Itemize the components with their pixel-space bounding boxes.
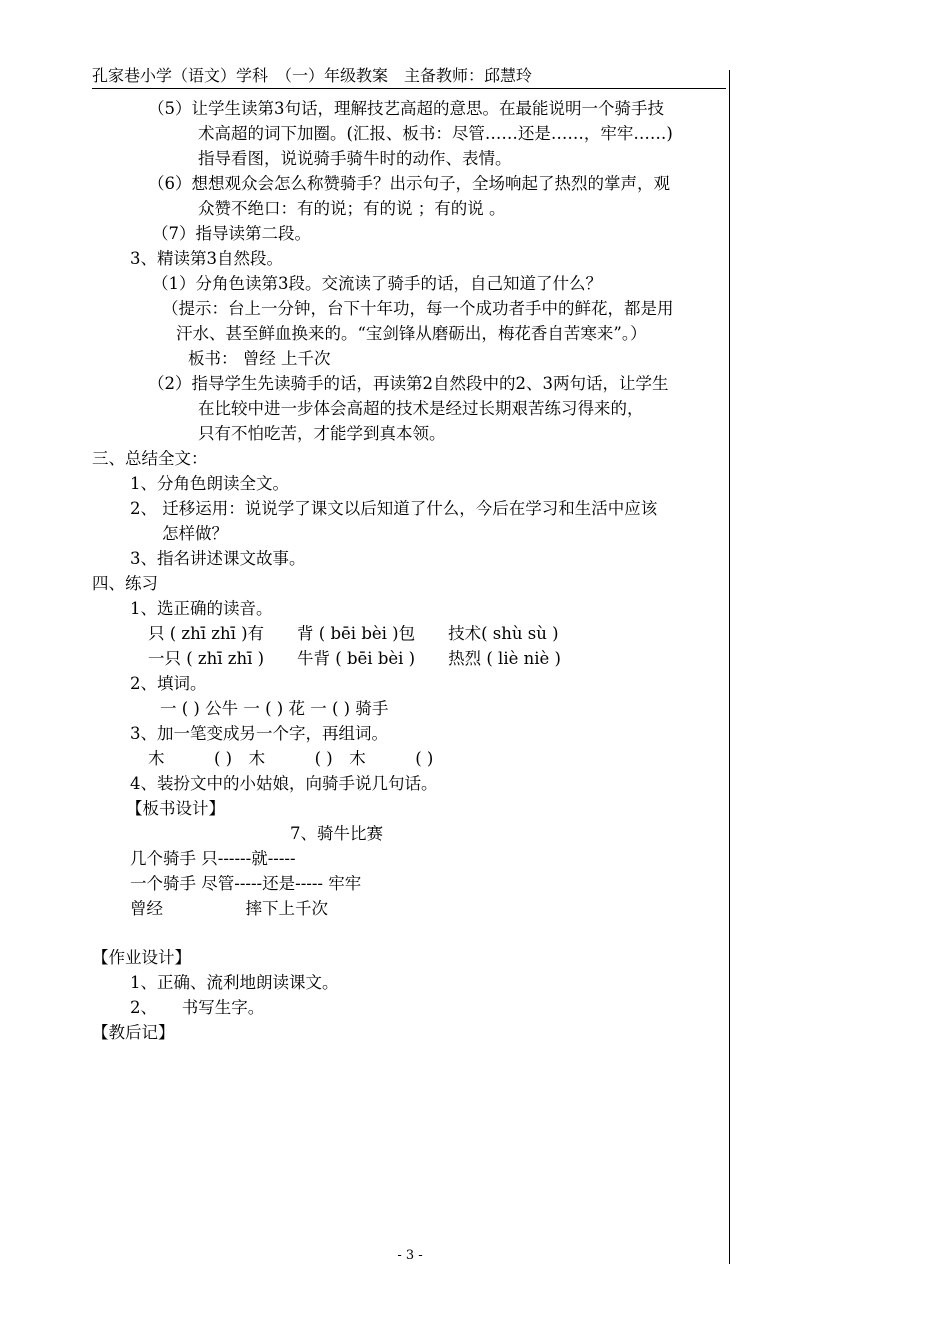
board-title: 7、骑牛比赛	[290, 824, 383, 843]
text-line: 怎样做？	[162, 524, 228, 543]
text-line: 3、精读第3自然段。	[130, 249, 283, 268]
text-line: （1）分角色读第3段。交流读了骑手的话，自己知道了什么？	[152, 274, 602, 293]
text-line: 曾经 摔下上千次	[130, 899, 328, 918]
text-line: 众赞不绝口：有的说；有的说 ；有的说 。	[198, 199, 506, 218]
text-line: 一只 ( zhī zhī ) 牛背 ( bēi bèi ) 热烈 ( liè niè )	[148, 649, 561, 668]
margin-rule	[729, 70, 730, 1264]
text-line: 一 ( ) 公牛 一 ( ) 花 一 ( ) 骑手	[160, 699, 389, 718]
section-heading: 【教后记】	[92, 1023, 175, 1042]
section-heading: 四、练习	[92, 574, 158, 593]
text-line: （5）让学生读第3句话，理解技艺高超的意思。在最能说明一个骑手技	[148, 99, 664, 118]
text-line: 汗水、甚至鲜血换来的。“宝剑锋从磨砺出，梅花香自苦寒来”。）	[176, 324, 647, 343]
text-line: 一个骑手 尽管-----还是----- 牢牢	[130, 874, 362, 893]
text-line: 4、装扮文中的小姑娘，向骑手说几句话。	[130, 774, 438, 793]
section-heading: 【板书设计】	[126, 799, 225, 818]
text-line: 术高超的词下加圈。(汇报、板书：尽管……还是……，牢牢……)	[198, 124, 673, 143]
page-number: - 3 -	[397, 1248, 423, 1263]
page-header: 孔家巷小学（语文）学科 （一）年级教案 主备教师：邱慧玲	[92, 64, 726, 89]
text-line: 1、分角色朗读全文。	[130, 474, 289, 493]
text-line: 木 ( ) 木 ( ) 木 ( )	[148, 749, 434, 768]
text-line: 几个骑手 只------就-----	[130, 849, 296, 868]
text-line: 3、加一笔变成另一个字，再组词。	[130, 724, 388, 743]
text-line: 1、选正确的读音。	[130, 599, 273, 618]
text-line: 2、填词。	[130, 674, 207, 693]
text-line: 只有不怕吃苦，才能学到真本领。	[198, 424, 446, 443]
text-line: （6）想想观众会怎么称赞骑手？出示句子，全场响起了热烈的掌声，观	[148, 174, 670, 193]
text-line: 板书： 曾经 上千次	[188, 349, 331, 368]
text-line: （提示：台上一分钟，台下十年功，每一个成功者手中的鲜花，都是用	[162, 299, 674, 318]
text-line: 在比较中进一步体会高超的技术是经过长期艰苦练习得来的，	[198, 399, 644, 418]
text-line: 指导看图，说说骑手骑牛时的动作、表情。	[198, 149, 512, 168]
text-line: 2、 书写生字。	[130, 998, 265, 1017]
section-heading: 【作业设计】	[92, 948, 191, 967]
text-line: 1、正确、流利地朗读课文。	[130, 973, 339, 992]
text-line: （2）指导学生先读骑手的话，再读第2自然段中的2、3两句话，让学生	[148, 374, 669, 393]
text-line: 2、 迁移运用：说说学了课文以后知道了什么，今后在学习和生活中应该	[130, 499, 658, 518]
section-heading: 三、总结全文：	[92, 449, 208, 468]
text-line: 只 ( zhī zhī )有 背 ( bēi bèi )包 技术( shù sù )	[148, 624, 559, 643]
text-line: （7）指导读第二段。	[152, 224, 311, 243]
text-line: 3、指名讲述课文故事。	[130, 549, 306, 568]
